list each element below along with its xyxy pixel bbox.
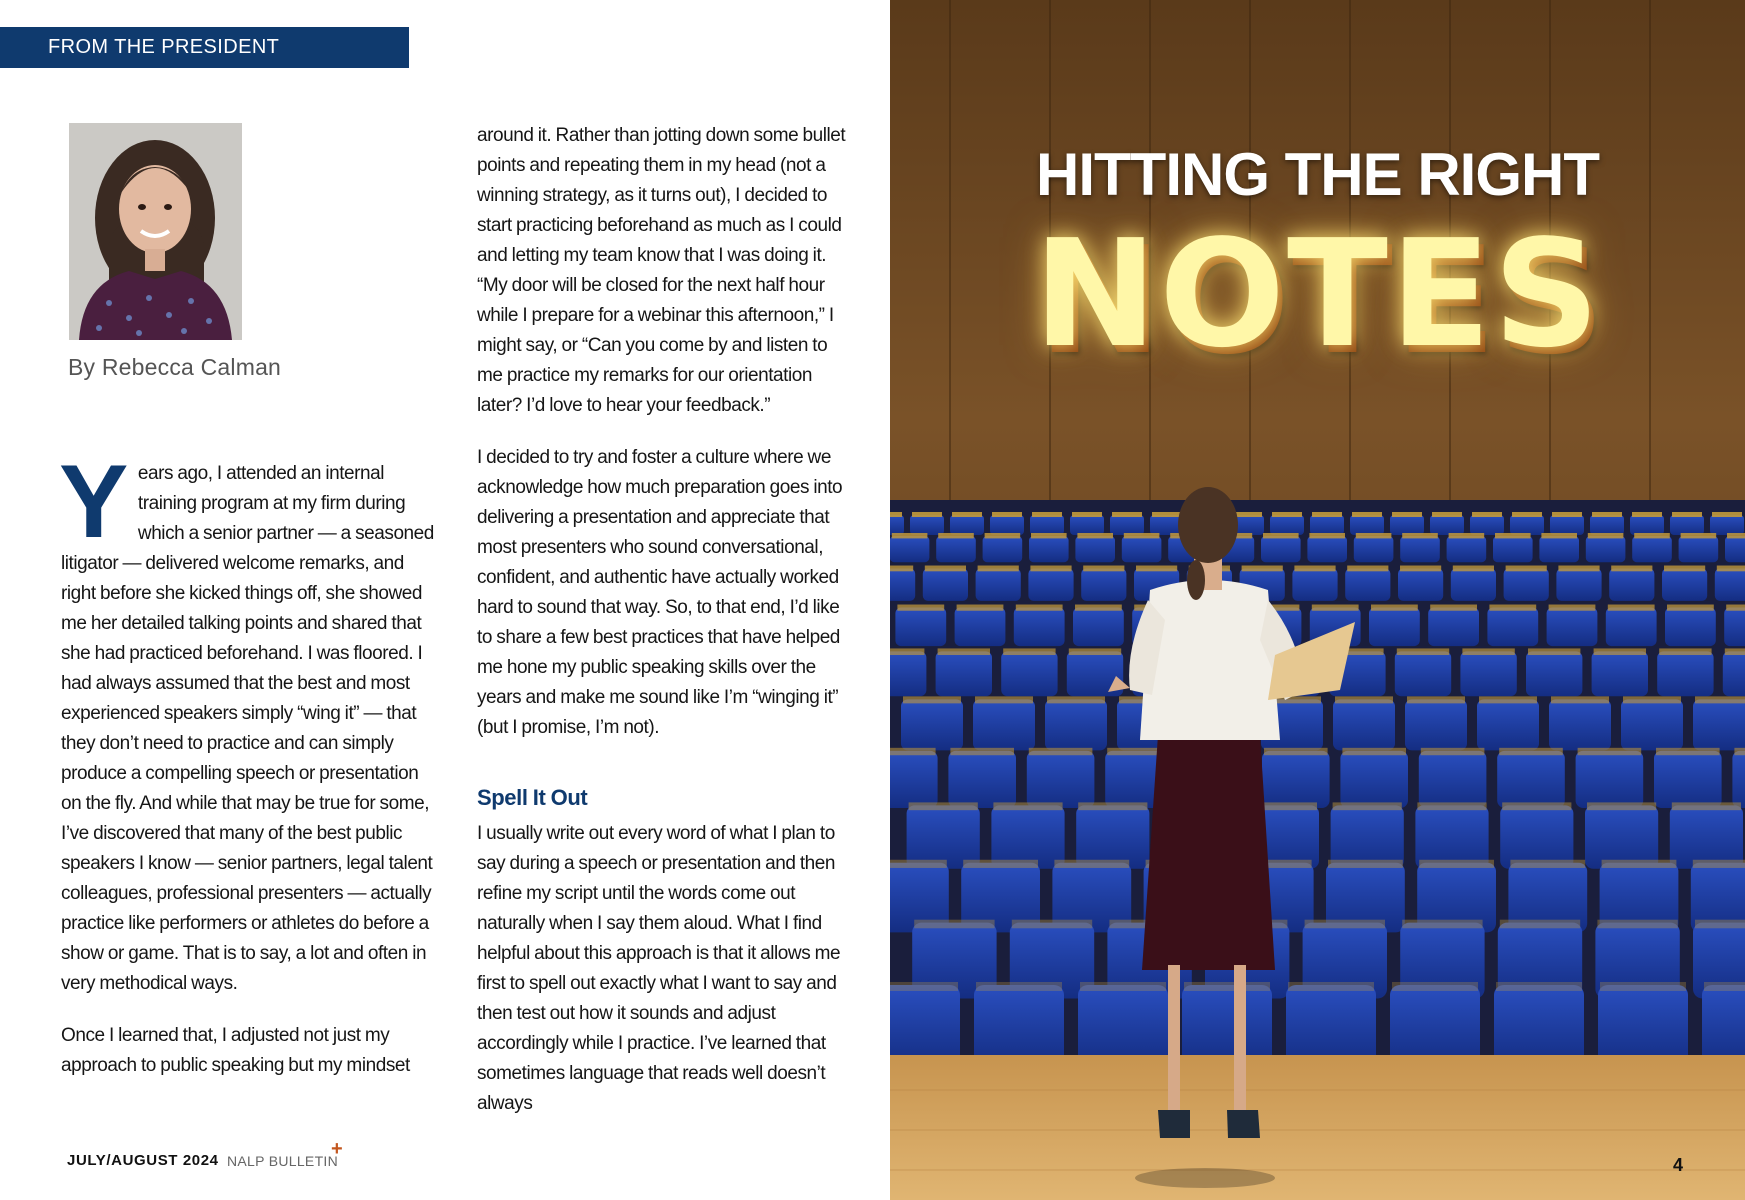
- seat-top: [1078, 802, 1147, 810]
- seat-top: [1453, 566, 1494, 572]
- seat: [1539, 536, 1579, 562]
- seat-top: [1541, 533, 1577, 538]
- seat: [1027, 751, 1095, 808]
- seat-top: [1496, 982, 1582, 991]
- seat: [1081, 569, 1126, 601]
- seat-top: [1588, 533, 1624, 538]
- seat-top: [963, 860, 1038, 868]
- seat-top: [1136, 566, 1177, 572]
- seat: [1657, 651, 1713, 696]
- seat-top: [1030, 566, 1071, 572]
- seat: [1586, 536, 1626, 562]
- seat-top: [1432, 512, 1462, 517]
- issue-date: JULY/AUGUST 2024: [67, 1152, 219, 1169]
- seat: [1549, 699, 1611, 750]
- seat: [1451, 569, 1496, 601]
- seat-top: [1667, 605, 1714, 611]
- seat-top: [1597, 920, 1677, 929]
- seat: [936, 536, 976, 562]
- article-paragraph: I usually write out every word of what I plan to say during a speech or presentation and then refine my script until the words come out naturally when I say them aloud. What I find helpful about this approach is that it allows me first to spell out exactly what I want to say and then test out how it sounds and adjust accordingly while I practice. I’ve learned that sometimes language that reads well doesn’t always: [477, 823, 841, 1114]
- seat-top: [1419, 860, 1494, 868]
- seat-top: [1184, 982, 1270, 991]
- seat: [1724, 608, 1745, 647]
- seat-top: [890, 566, 913, 572]
- seat-top: [1242, 566, 1283, 572]
- seat-top: [1594, 648, 1646, 655]
- page-number: 4: [1672, 1155, 1683, 1175]
- seat: [1428, 608, 1479, 647]
- seat: [890, 536, 929, 562]
- article-paragraph: [59, 444, 439, 999]
- seat: [1662, 569, 1707, 601]
- seat-top: [1602, 860, 1677, 868]
- seat-top: [1077, 533, 1113, 538]
- seat-top: [1506, 566, 1547, 572]
- article-paragraph: Once I learned that, I adjusted not just my approach to public speaking but my mindset: [61, 1025, 410, 1076]
- seat-top: [1659, 648, 1711, 655]
- seat-top: [925, 566, 966, 572]
- seat: [1732, 751, 1745, 808]
- seat-top: [1600, 982, 1686, 991]
- seat-top: [1400, 566, 1441, 572]
- seat-top: [1587, 802, 1656, 810]
- seat-top: [1552, 512, 1582, 517]
- seat: [1606, 608, 1657, 647]
- seat-top: [890, 648, 924, 655]
- drop-cap: Y: [59, 444, 128, 560]
- seat-top: [1083, 566, 1124, 572]
- seat: [1702, 985, 1745, 1067]
- seat-top: [1704, 982, 1745, 991]
- seat: [1078, 985, 1168, 1067]
- seat-top: [1016, 605, 1063, 611]
- seat-top: [1495, 533, 1531, 538]
- seat: [910, 515, 944, 535]
- seat-top: [1347, 566, 1388, 572]
- seat: [1632, 536, 1672, 562]
- seat: [950, 515, 984, 535]
- seat: [1400, 536, 1440, 562]
- seat: [1070, 515, 1104, 535]
- seat-top: [1054, 860, 1129, 868]
- article-column-2: [477, 121, 855, 1119]
- seat-top: [1335, 696, 1393, 703]
- seat-top: [1032, 512, 1062, 517]
- article-paragraph: around it. Rather than jotting down some bullet points and repeating them in my head (not a winning strategy, as it turns out), I decided to start practicing beforehand as much as I could and letting my team know that I was doing it. “My door will be closed for the next half hour while I prepare for a webinar this afternoon,” I might say, or “Can you come by and listen to me practice my remarks for our orientation later? I’d love to hear your feedback.”: [477, 125, 846, 416]
- seat: [1076, 805, 1149, 868]
- seat-top: [1611, 566, 1652, 572]
- seat-top: [993, 802, 1062, 810]
- seat-top: [1072, 512, 1102, 517]
- seat-top: [1725, 648, 1745, 655]
- seat: [1398, 569, 1443, 601]
- seat: [1395, 651, 1451, 696]
- seat-top: [1392, 512, 1422, 517]
- seat-top: [1342, 748, 1406, 755]
- section-label: FROM THE PRESIDENT: [0, 27, 409, 68]
- seat-top: [1462, 648, 1514, 655]
- seat: [936, 651, 992, 696]
- seat-top: [957, 605, 1004, 611]
- seat: [1333, 699, 1395, 750]
- seat-top: [1012, 920, 1092, 929]
- seat: [1576, 751, 1644, 808]
- seat: [1723, 651, 1745, 696]
- seat-top: [1510, 860, 1585, 868]
- author-photo: [69, 123, 242, 340]
- seat: [890, 569, 915, 601]
- seat: [976, 569, 1021, 601]
- seat: [1550, 515, 1584, 535]
- seat-top: [1499, 748, 1563, 755]
- seat: [1430, 515, 1464, 535]
- seat-top: [1502, 802, 1571, 810]
- seat-top: [1152, 512, 1182, 517]
- seat: [1460, 651, 1516, 696]
- seat: [1075, 536, 1115, 562]
- seat-top: [1551, 696, 1609, 703]
- seat-top: [1356, 533, 1392, 538]
- seat: [1494, 985, 1584, 1067]
- seat-top: [1264, 748, 1328, 755]
- seat: [890, 985, 960, 1067]
- seat: [1419, 751, 1487, 808]
- seat: [1415, 805, 1488, 868]
- seat: [1477, 699, 1539, 750]
- seat-top: [909, 802, 978, 810]
- seat: [1670, 805, 1743, 868]
- seat: [1261, 536, 1301, 562]
- seat-top: [952, 512, 982, 517]
- seat: [1001, 651, 1057, 696]
- seat-top: [1272, 512, 1302, 517]
- seat: [1693, 699, 1745, 750]
- seat: [1029, 536, 1069, 562]
- seat: [895, 608, 946, 647]
- seat-top: [1672, 802, 1741, 810]
- seat: [1630, 515, 1664, 535]
- seat-top: [1717, 566, 1745, 572]
- seat: [1621, 699, 1683, 750]
- seat-top: [1695, 696, 1745, 703]
- seat: [1725, 536, 1745, 562]
- seat-top: [1047, 696, 1105, 703]
- seat-top: [1656, 748, 1720, 755]
- seat: [1262, 751, 1330, 808]
- seat-top: [1402, 920, 1482, 929]
- seat-top: [938, 648, 990, 655]
- seat: [1292, 569, 1337, 601]
- seat-top: [1623, 696, 1681, 703]
- seat: [1270, 515, 1304, 535]
- seat-top: [1430, 605, 1477, 611]
- seat-top: [1263, 533, 1299, 538]
- seat: [1286, 985, 1376, 1067]
- seat: [948, 751, 1016, 808]
- seat: [1354, 536, 1394, 562]
- seat-top: [1608, 605, 1655, 611]
- seat: [1715, 569, 1745, 601]
- seat-top: [890, 748, 936, 755]
- article-column-1: [59, 444, 439, 1081]
- article-paragraph: I decided to try and foster a culture where we acknowledge how much preparation goes into delivering a presentation and appreciate that most presenters who sound conversational, confident, and authentic have actually worked hard to sound that way. So, to that end, I’d like to share a few best practices that have helped me hone my public speaking skills over the years and make me sound like I’m “winging it” (but I promise, I’m not).: [477, 447, 843, 738]
- seat-top: [1397, 648, 1449, 655]
- seat: [1679, 536, 1719, 562]
- seat-top: [890, 860, 947, 868]
- seat: [1504, 569, 1549, 601]
- seat-top: [1512, 512, 1542, 517]
- seat: [1710, 515, 1744, 535]
- seat-top: [1407, 696, 1465, 703]
- seat-top: [1672, 512, 1702, 517]
- seat-top: [1352, 512, 1382, 517]
- seat: [890, 651, 926, 696]
- seat-top: [1392, 982, 1478, 991]
- seat: [1470, 515, 1504, 535]
- seat: [923, 569, 968, 601]
- section-subhead: Spell It Out: [477, 785, 588, 810]
- seat: [983, 536, 1023, 562]
- seat: [1598, 985, 1688, 1067]
- seat: [1497, 751, 1565, 808]
- seat: [974, 985, 1064, 1067]
- seat-top: [1693, 860, 1745, 868]
- paragraph-text: ears ago, I attended an internal training program at my firm during which a senior partner — a seasoned litigator — delivered welcome remarks, and right before she kicked things off, she showed me her detailed talking points and shared that she had practiced beforehand. I was floored. I had always assumed that the best and most experienced speakers simply “wing it” — that they don’t need to practice and can simply produce a compelling speech or presentation on the fly. And while that may be true for some, I’ve discovered that many of the best public speakers I know — senior partners, legal talent colleagues, professional presenters — actually practice like performers or athletes do before a show or game. That is to say, a lot and often in very methodical ways.: [61, 463, 434, 994]
- plus-icon: +: [331, 1138, 343, 1160]
- seat-top: [1727, 533, 1745, 538]
- seat: [1331, 805, 1404, 868]
- seat-top: [897, 605, 944, 611]
- seat-top: [892, 533, 928, 538]
- seat-top: [992, 512, 1022, 517]
- seat-top: [1421, 748, 1485, 755]
- seat: [1609, 569, 1654, 601]
- seat-top: [890, 512, 902, 517]
- seat: [1110, 515, 1144, 535]
- author-byline: By Rebecca Calman: [68, 354, 282, 380]
- seat-top: [1664, 566, 1705, 572]
- seat-top: [1031, 533, 1067, 538]
- seat-top: [978, 566, 1019, 572]
- seat: [907, 805, 980, 868]
- seat-top: [1080, 982, 1166, 991]
- seat-top: [1309, 533, 1345, 538]
- seat: [990, 515, 1024, 535]
- seat-top: [1712, 512, 1742, 517]
- seat: [1670, 515, 1704, 535]
- seat: [890, 515, 904, 535]
- seat-top: [1472, 512, 1502, 517]
- seat: [1030, 515, 1064, 535]
- seat-top: [1003, 648, 1055, 655]
- seat: [1493, 536, 1533, 562]
- seat-top: [1634, 533, 1670, 538]
- seat-top: [1069, 648, 1121, 655]
- seat-top: [1124, 533, 1160, 538]
- seat: [1014, 608, 1065, 647]
- seat: [1390, 985, 1480, 1067]
- seat: [1500, 805, 1573, 868]
- seat-top: [1695, 920, 1745, 929]
- seat: [991, 805, 1064, 868]
- seat-top: [1402, 533, 1438, 538]
- seat: [1045, 699, 1107, 750]
- seat: [1665, 608, 1716, 647]
- seat-top: [1305, 920, 1385, 929]
- seat-top: [1075, 605, 1122, 611]
- seat-top: [1328, 860, 1403, 868]
- seat: [1405, 699, 1467, 750]
- seat: [890, 751, 938, 808]
- seat-top: [975, 696, 1033, 703]
- publication-name: NALP BULLETIN: [227, 1153, 339, 1169]
- seat: [1590, 515, 1624, 535]
- feature-photo: [890, 0, 1745, 1200]
- seat-top: [1549, 605, 1596, 611]
- seat: [1307, 536, 1347, 562]
- seat-top: [1528, 648, 1580, 655]
- seat: [955, 608, 1006, 647]
- seat: [1556, 569, 1601, 601]
- seat: [1526, 651, 1582, 696]
- seat-top: [1112, 512, 1142, 517]
- seat: [1547, 608, 1598, 647]
- seat: [1654, 751, 1722, 808]
- seat-top: [1449, 533, 1485, 538]
- seat: [1122, 536, 1162, 562]
- seat: [1340, 751, 1408, 808]
- seat-top: [1734, 748, 1745, 755]
- seat: [1350, 515, 1384, 535]
- seat-top: [1592, 512, 1622, 517]
- seat-top: [912, 512, 942, 517]
- seat-top: [1558, 566, 1599, 572]
- seat-top: [903, 696, 961, 703]
- seat-top: [1479, 696, 1537, 703]
- seat: [1073, 608, 1124, 647]
- seat-top: [1632, 512, 1662, 517]
- seat: [1390, 515, 1424, 535]
- seat-top: [914, 920, 994, 929]
- seat: [1585, 805, 1658, 868]
- seat: [1487, 608, 1538, 647]
- seat-top: [1489, 605, 1536, 611]
- seat-top: [1726, 605, 1745, 611]
- seat-top: [1312, 512, 1342, 517]
- seat: [1345, 569, 1390, 601]
- seat: [1447, 536, 1487, 562]
- seat-top: [1371, 605, 1418, 611]
- seat: [1310, 515, 1344, 535]
- seat: [1510, 515, 1544, 535]
- seat-top: [1681, 533, 1717, 538]
- seat-top: [1029, 748, 1093, 755]
- seat-top: [938, 533, 974, 538]
- seat-top: [1578, 748, 1642, 755]
- seat: [973, 699, 1035, 750]
- seat: [1369, 608, 1420, 647]
- seat-top: [1288, 982, 1374, 991]
- seat-top: [1333, 802, 1402, 810]
- seat-top: [985, 533, 1021, 538]
- feature-headline-top: HITTING THE RIGHT: [1036, 141, 1599, 208]
- seat-top: [1294, 566, 1335, 572]
- seat: [1182, 985, 1272, 1067]
- seat-top: [1417, 802, 1486, 810]
- seat-top: [890, 982, 958, 991]
- seat: [1592, 651, 1648, 696]
- seat-top: [1312, 605, 1359, 611]
- seat-top: [976, 982, 1062, 991]
- seat-top: [950, 748, 1014, 755]
- seat: [1028, 569, 1073, 601]
- feature-headline-main: NOTES: [1033, 208, 1602, 380]
- seat-top: [1500, 920, 1580, 929]
- seat: [901, 699, 963, 750]
